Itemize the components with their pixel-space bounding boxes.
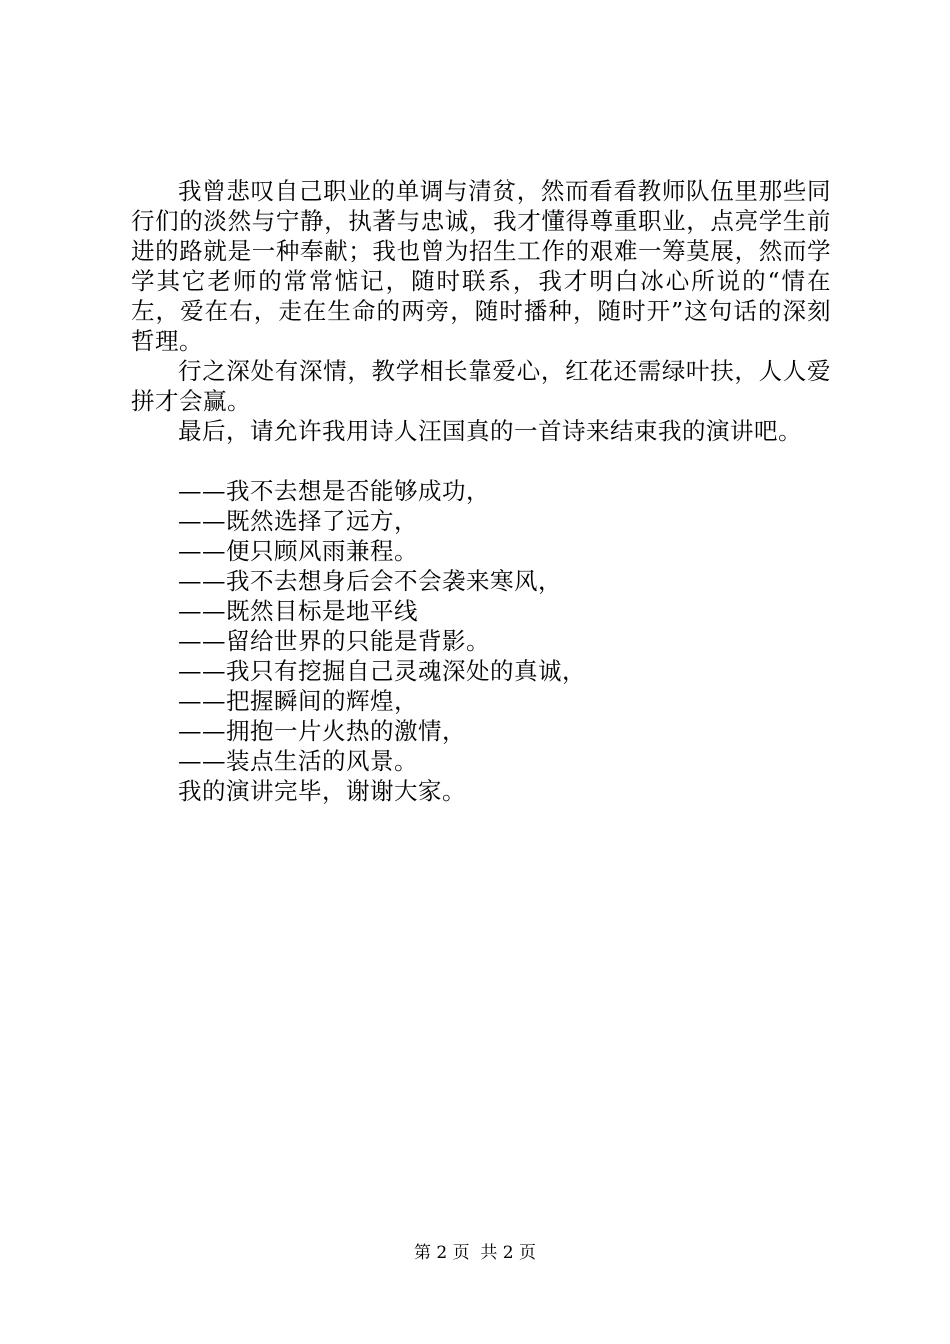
- paragraph-motto: 行之深处有深情，教学相长靠爱心，红花还需绿叶扶，人人爱拼才会赢。: [131, 357, 831, 415]
- blank-line: [131, 446, 831, 476]
- poem-line: ——拥抱一片火热的激情，: [178, 717, 466, 745]
- poem-line: ——便只顾风雨兼程。: [178, 537, 418, 565]
- page-number: 第 2 页 共 2 页: [413, 1243, 537, 1263]
- poem-line: ——装点生活的风景。: [178, 747, 418, 775]
- poem-line: ——留给世界的只能是背影。: [178, 627, 490, 655]
- poem-line: ——我不去想是否能够成功，: [178, 477, 490, 505]
- paragraph-poem-intro: 最后，请允许我用诗人汪国真的一首诗来结束我的演讲吧。: [178, 417, 802, 445]
- poem-line: ——既然选择了远方，: [178, 507, 418, 535]
- document-body: [131, 176, 831, 806]
- closing-line: 我的演讲完毕，谢谢大家。: [178, 777, 466, 805]
- paragraph-reflection: 我曾悲叹自己职业的单调与清贫，然而看看教师队伍里那些同行们的淡然与宁静，执著与忠诚，我才懂得尊重职业，点亮学生前进的路就是一种奉献；我也曾为招生工作的艰难一筹莫展，然而学学其它老师的常常惦记，随时联系，我才明白冰心所说的“情在左，爱在右，走在生命的两旁，随时播种，随时开”这句话的深刻哲理。: [131, 177, 831, 355]
- page-footer: [0, 1241, 950, 1265]
- poem-line: ——我只有挖掘自己灵魂深处的真诚，: [178, 657, 586, 685]
- poem-line: ——把握瞬间的辉煌，: [178, 687, 418, 715]
- poem: [131, 476, 831, 776]
- poem-line: ——既然目标是地平线: [178, 597, 418, 625]
- poem-line: ——我不去想身后会不会袭来寒风，: [178, 567, 562, 595]
